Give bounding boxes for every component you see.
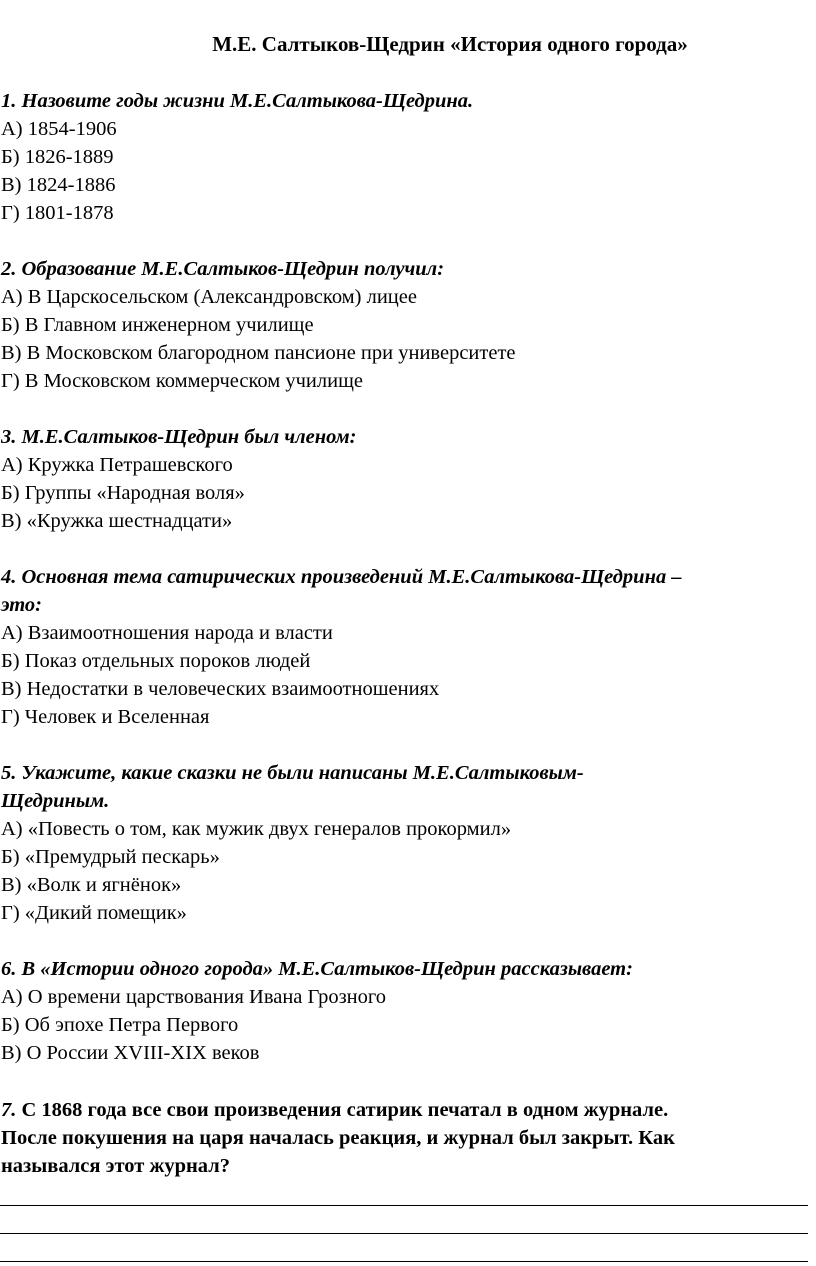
answer-option: Б) Показ отдельных пороков людей <box>1 650 311 672</box>
question-heading-continued: это: <box>1 594 42 616</box>
answer-line <box>0 1233 808 1234</box>
answer-option: А) «Повесть о том, как мужик двух генералов прокормил» <box>1 818 512 840</box>
question-heading: 4. Основная тема сатирических произведений М.Е.Салтыкова-Щедрина – <box>1 566 682 588</box>
answer-option: А) 1854-1906 <box>1 118 117 140</box>
question-heading <box>1 1096 816 1124</box>
answer-option: В) Недостатки в человеческих взаимоотношениях <box>1 678 440 700</box>
question-5 <box>1 759 816 927</box>
answer-option: В) В Московском благородном пансионе при университете <box>1 342 516 364</box>
question-6 <box>1 955 816 1067</box>
answer-option: В) 1824-1886 <box>1 174 116 196</box>
question-heading: 1. Назовите годы жизни М.Е.Салтыкова-Щедрина. <box>1 90 474 112</box>
question-number: 7. <box>1 1099 17 1121</box>
answer-option: Б) Группы «Народная воля» <box>1 482 245 504</box>
question-heading-continued: назывался этот журнал? <box>1 1155 230 1177</box>
answer-option: А) В Царскосельском (Александровском) лицее <box>1 286 417 308</box>
answer-line <box>0 1261 808 1262</box>
answer-option: В) О России XVIII-XIX веков <box>1 1042 260 1064</box>
question-heading: 2. Образование М.Е.Салтыков-Щедрин получил: <box>1 258 445 280</box>
question-1 <box>1 87 816 227</box>
question-7 <box>1 1096 816 1180</box>
answer-option: Б) Об эпохе Петра Первого <box>1 1014 239 1036</box>
answer-line <box>0 1205 808 1206</box>
answer-option: А) Взаимоотношения народа и власти <box>1 622 333 644</box>
answer-option: Г) Человек и Вселенная <box>1 706 210 728</box>
answer-option: Б) «Премудрый пескарь» <box>1 846 220 868</box>
answer-option: Б) В Главном инженерном училище <box>1 314 314 336</box>
answer-option: В) «Волк и ягнёнок» <box>1 874 182 896</box>
question-4 <box>1 563 816 731</box>
question-heading: 5. Укажите, какие сказки не были написаны М.Е.Салтыковым- <box>1 762 584 784</box>
answer-option: А) Кружка Петрашевского <box>1 454 233 476</box>
question-2 <box>1 255 816 395</box>
question-heading-continued: Щедриным. <box>1 790 110 812</box>
answer-option: В) «Кружка шестнадцати» <box>1 510 233 532</box>
answer-option: Г) В Московском коммерческом училище <box>1 370 363 392</box>
question-heading: 6. В «Истории одного города» М.Е.Салтыков-Щедрин рассказывает: <box>1 958 633 980</box>
question-3 <box>1 423 816 535</box>
question-text: С 1868 года все свои произведения сатирик печатал в одном журнале. <box>21 1099 669 1121</box>
question-heading-continued: После покушения на царя началась реакция, и журнал был закрыт. Как <box>1 1127 675 1149</box>
answer-option: Г) 1801-1878 <box>1 202 114 224</box>
answer-option: Г) «Дикий помещик» <box>1 902 187 924</box>
question-heading: 3. М.Е.Салтыков-Щедрин был членом: <box>1 426 357 448</box>
answer-option: Б) 1826-1889 <box>1 146 114 168</box>
answer-option: А) О времени царствования Ивана Грозного <box>1 986 387 1008</box>
page-title: М.Е. Салтыков-Щедрин «История одного города» <box>212 32 688 56</box>
